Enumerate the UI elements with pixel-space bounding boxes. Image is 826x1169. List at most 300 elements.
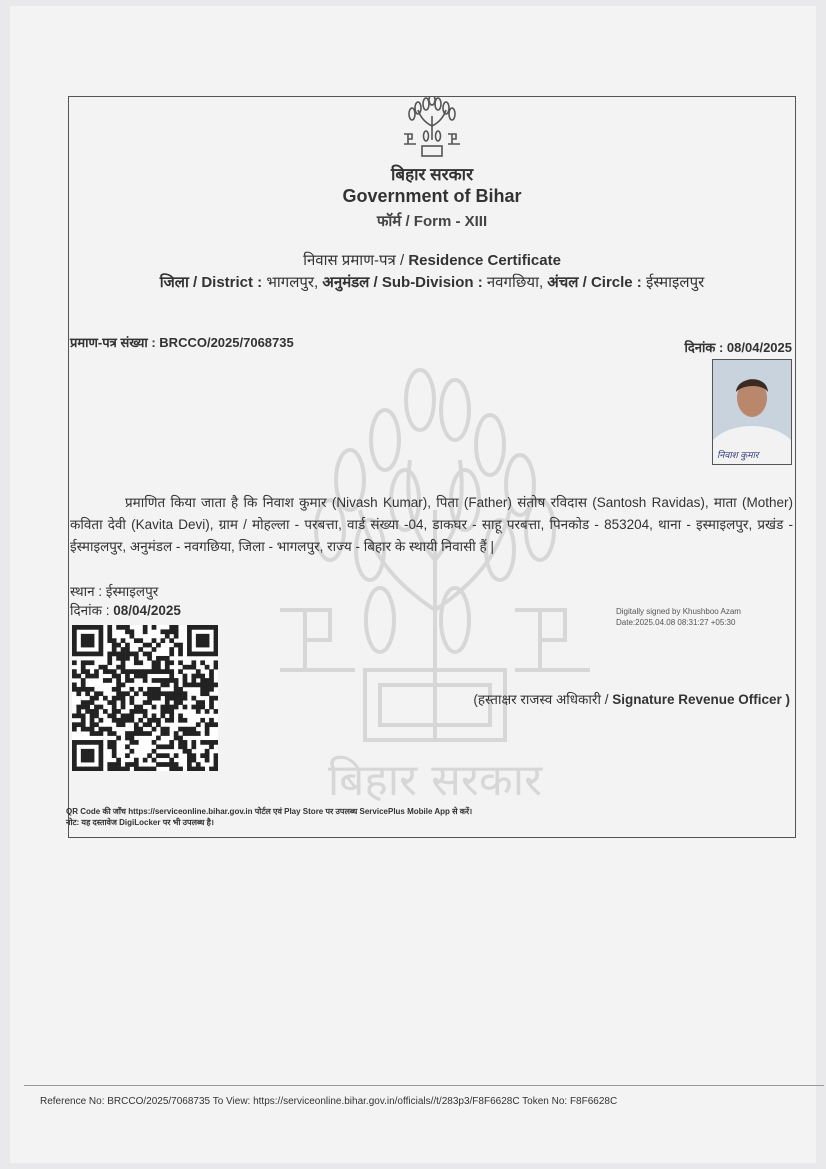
qr-module xyxy=(205,731,210,736)
qr-module xyxy=(200,638,205,643)
qr-module xyxy=(156,744,161,749)
qr-module xyxy=(94,709,99,714)
qr-module xyxy=(183,740,188,745)
qr-module xyxy=(191,705,196,710)
qr-module xyxy=(90,731,95,736)
qr-module xyxy=(81,749,86,754)
qr-module xyxy=(214,740,218,745)
qr-module xyxy=(165,705,170,710)
qr-module xyxy=(169,674,174,679)
qr-module xyxy=(103,709,108,714)
qr-module xyxy=(196,709,201,714)
qr-module xyxy=(165,691,170,696)
qr-module xyxy=(121,665,126,670)
qr-module xyxy=(81,634,86,639)
qr-module xyxy=(178,696,183,701)
qr-module xyxy=(165,718,170,723)
qr-module xyxy=(183,683,188,688)
qr-module xyxy=(200,700,205,705)
qr-module xyxy=(138,687,143,692)
qr-module xyxy=(169,660,174,665)
qr-module xyxy=(90,740,95,745)
qr-module xyxy=(156,696,161,701)
qr-module xyxy=(143,731,148,736)
qr-module xyxy=(214,762,218,767)
qr-module xyxy=(125,647,130,652)
qr-module xyxy=(152,727,157,732)
qr-module xyxy=(72,727,77,732)
qr-module xyxy=(121,713,126,718)
qr-module xyxy=(85,660,90,665)
qr-module xyxy=(90,674,95,679)
qr-module xyxy=(130,749,135,754)
qr-module xyxy=(99,634,104,639)
qr-module xyxy=(112,674,117,679)
qr-module xyxy=(134,638,139,643)
qr-module xyxy=(130,740,135,745)
qr-module xyxy=(90,709,95,714)
qr-module xyxy=(165,727,170,732)
qr-module xyxy=(94,625,99,630)
qr-module xyxy=(134,731,139,736)
bodhi-tree-watermark xyxy=(270,360,600,810)
qr-module xyxy=(209,744,214,749)
applicant-photo xyxy=(712,359,792,465)
qr-module xyxy=(103,727,108,732)
qr-module xyxy=(134,767,139,771)
qr-module xyxy=(156,691,161,696)
place-date-label: दिनांक : xyxy=(70,603,114,618)
qr-module xyxy=(196,634,201,639)
qr-module xyxy=(121,647,126,652)
qr-module xyxy=(107,762,112,767)
qr-module xyxy=(165,660,170,665)
qr-module xyxy=(205,758,210,763)
certificate-number xyxy=(70,333,294,351)
qr-module xyxy=(94,674,99,679)
district-value: भागलपुर, xyxy=(266,274,323,291)
qr-module xyxy=(125,691,130,696)
issue-date-value: 08/04/2025 xyxy=(726,340,792,355)
qr-module xyxy=(116,718,121,723)
qr-module xyxy=(116,762,121,767)
qr-module xyxy=(187,634,192,639)
qr-module xyxy=(121,691,126,696)
qr-module xyxy=(174,629,179,634)
qr-module xyxy=(169,647,174,652)
qr-module xyxy=(130,762,135,767)
qr-module xyxy=(147,700,152,705)
qr-module xyxy=(214,696,218,701)
qr-module xyxy=(147,718,152,723)
qr-module xyxy=(99,647,104,652)
qr-module xyxy=(205,749,210,754)
qr-module xyxy=(99,705,104,710)
qr-module xyxy=(112,731,117,736)
qr-module xyxy=(94,767,99,771)
form-number: फॉर्म / Form - XIII xyxy=(376,213,488,230)
qr-module xyxy=(99,731,104,736)
qr-module xyxy=(191,740,196,745)
qr-module xyxy=(156,718,161,723)
qr-module xyxy=(187,643,192,648)
qr-module xyxy=(116,683,121,688)
qr-module xyxy=(156,722,161,727)
qr-module xyxy=(99,665,104,670)
qr-module xyxy=(94,713,99,718)
qr-module xyxy=(72,744,77,749)
qr-module xyxy=(209,740,214,745)
qr-module xyxy=(160,731,165,736)
qr-module xyxy=(209,700,214,705)
qr-module xyxy=(191,727,196,732)
qr-module xyxy=(130,709,135,714)
qr-module xyxy=(196,722,201,727)
qr-module xyxy=(165,683,170,688)
qr-module xyxy=(72,625,77,630)
qr-module xyxy=(143,691,148,696)
qr-module xyxy=(191,660,196,665)
subdivision-value: नवगछिया, xyxy=(486,274,548,291)
qr-module xyxy=(169,718,174,723)
qr-module xyxy=(81,722,86,727)
qr-module xyxy=(178,669,183,674)
qr-module xyxy=(121,767,126,771)
qr-module xyxy=(121,700,126,705)
qr-module xyxy=(130,634,135,639)
qr-module xyxy=(116,758,121,763)
qr-module xyxy=(214,709,218,714)
qr-module xyxy=(103,696,108,701)
header-english-title: Government of Bihar xyxy=(342,186,522,206)
qr-module xyxy=(160,727,165,732)
qr-module xyxy=(81,660,86,665)
qr-module xyxy=(187,753,192,758)
qr-module xyxy=(156,669,161,674)
qr-module xyxy=(94,740,99,745)
qr-module xyxy=(138,705,143,710)
qr-module xyxy=(174,700,179,705)
digital-signature-line2: Date:2025.04.08 08:31:27 +05:30 xyxy=(616,618,736,627)
signature-label xyxy=(473,690,790,708)
qr-module xyxy=(72,758,77,763)
qr-module xyxy=(165,700,170,705)
qr-module xyxy=(183,749,188,754)
qr-module xyxy=(165,696,170,701)
qr-module xyxy=(191,758,196,763)
qr-module xyxy=(196,643,201,648)
digital-signature-line1: Digitally signed by Khushboo Azam xyxy=(616,607,741,616)
qr-module xyxy=(125,629,130,634)
qr-module xyxy=(90,660,95,665)
qr-module xyxy=(134,722,139,727)
qr-module xyxy=(174,696,179,701)
qr-module xyxy=(130,700,135,705)
qr-module xyxy=(134,740,139,745)
qr-module xyxy=(125,731,130,736)
qr-module xyxy=(165,709,170,714)
qr-module xyxy=(81,727,86,732)
qr-module xyxy=(178,718,183,723)
qr-module xyxy=(107,634,112,639)
qr-module xyxy=(134,762,139,767)
qr-module xyxy=(196,762,201,767)
issue-date xyxy=(685,338,792,356)
qr-module xyxy=(72,767,77,771)
qr-module xyxy=(85,740,90,745)
qr-module xyxy=(90,722,95,727)
qr-module xyxy=(196,700,201,705)
qr-module xyxy=(174,762,179,767)
qr-module xyxy=(116,674,121,679)
qr-module xyxy=(152,691,157,696)
qr-module xyxy=(191,678,196,683)
qr-module xyxy=(81,753,86,758)
certificate-number-value: BRCCO/2025/7068735 xyxy=(159,335,294,350)
qr-module xyxy=(143,629,148,634)
qr-module xyxy=(85,758,90,763)
qr-module xyxy=(125,744,130,749)
certificate-title xyxy=(68,250,796,270)
qr-module xyxy=(72,762,77,767)
qr-module xyxy=(130,731,135,736)
qr-module xyxy=(116,691,121,696)
qr-module xyxy=(116,722,121,727)
qr-module xyxy=(134,669,139,674)
qr-module xyxy=(125,643,130,648)
subdivision-label: अनुमंडल / Sub-Division : xyxy=(322,274,487,291)
qr-module xyxy=(125,625,130,630)
qr-module xyxy=(191,753,196,758)
qr-note-line2: नोट: यह दस्तावेज DigiLocker पर भी उपलब्ध है। xyxy=(66,818,214,827)
qr-module xyxy=(85,709,90,714)
qr-module xyxy=(72,683,77,688)
qr-module xyxy=(214,767,218,771)
qr-module xyxy=(214,638,218,643)
qr-module xyxy=(147,767,152,771)
qr-module xyxy=(205,740,210,745)
qr-module xyxy=(121,705,126,710)
qr-module xyxy=(156,678,161,683)
qr-module xyxy=(191,683,196,688)
qr-module xyxy=(183,718,188,723)
qr-module xyxy=(81,669,86,674)
qr-module xyxy=(205,652,210,657)
qr-module xyxy=(205,638,210,643)
qr-module xyxy=(214,758,218,763)
qr-module xyxy=(76,687,81,692)
qr-module xyxy=(205,727,210,732)
qr-module xyxy=(125,718,130,723)
qr-module xyxy=(214,660,218,665)
qr-module xyxy=(121,669,126,674)
qr-module xyxy=(99,749,104,754)
qr-module xyxy=(200,740,205,745)
qr-module xyxy=(143,674,148,679)
qr-module xyxy=(103,669,108,674)
qr-module xyxy=(85,767,90,771)
qr-module xyxy=(214,643,218,648)
qr-module xyxy=(214,665,218,670)
district-line xyxy=(68,272,796,292)
qr-code[interactable] xyxy=(72,625,218,771)
qr-module xyxy=(94,722,99,727)
qr-module xyxy=(107,656,112,661)
qr-module xyxy=(72,634,77,639)
qr-module xyxy=(99,727,104,732)
qr-module xyxy=(130,713,135,718)
qr-module xyxy=(160,753,165,758)
footer-divider xyxy=(24,1085,824,1086)
qr-module xyxy=(209,705,214,710)
qr-module xyxy=(205,625,210,630)
qr-module xyxy=(107,727,112,732)
qr-module xyxy=(112,713,117,718)
qr-module xyxy=(191,767,196,771)
qr-module xyxy=(200,753,205,758)
qr-module xyxy=(178,700,183,705)
qr-module xyxy=(81,700,86,705)
qr-module xyxy=(125,669,130,674)
qr-module xyxy=(152,740,157,745)
qr-module xyxy=(125,656,130,661)
qr-module xyxy=(200,718,205,723)
qr-module xyxy=(90,687,95,692)
qr-module xyxy=(187,727,192,732)
qr-module xyxy=(165,656,170,661)
qr-module xyxy=(183,674,188,679)
qr-module xyxy=(116,656,121,661)
qr-module xyxy=(174,625,179,630)
qr-module xyxy=(196,705,201,710)
qr-module xyxy=(76,767,81,771)
qr-module xyxy=(174,691,179,696)
qr-module xyxy=(90,652,95,657)
qr-module xyxy=(196,674,201,679)
qr-module xyxy=(125,713,130,718)
qr-module xyxy=(147,696,152,701)
qr-module xyxy=(116,687,121,692)
qr-module xyxy=(152,767,157,771)
qr-module xyxy=(174,753,179,758)
qr-module xyxy=(72,674,77,679)
qr-module xyxy=(178,740,183,745)
qr-module xyxy=(187,629,192,634)
qr-module xyxy=(107,740,112,745)
qr-module xyxy=(165,634,170,639)
qr-module xyxy=(134,652,139,657)
qr-module xyxy=(169,762,174,767)
watermark-text: बिहार सरकार xyxy=(327,755,543,806)
qr-module xyxy=(112,744,117,749)
qr-module xyxy=(209,687,214,692)
qr-module xyxy=(214,629,218,634)
qr-module xyxy=(107,660,112,665)
qr-module xyxy=(169,696,174,701)
qr-module xyxy=(143,678,148,683)
qr-module xyxy=(187,665,192,670)
qr-module xyxy=(76,652,81,657)
qr-module xyxy=(85,669,90,674)
qr-module xyxy=(183,731,188,736)
qr-module xyxy=(187,758,192,763)
qr-module xyxy=(169,691,174,696)
qr-module xyxy=(152,665,157,670)
qr-module xyxy=(205,691,210,696)
qr-note-line1: QR Code की जाँच https://serviceonline.bihar.gov.in पोर्टल एवं Play Store पर उपलब्ध ServicePlus Mobile App से करें। xyxy=(66,807,473,816)
qr-module xyxy=(116,709,121,714)
qr-module xyxy=(90,753,95,758)
qr-module xyxy=(90,638,95,643)
qr-module xyxy=(121,660,126,665)
qr-module xyxy=(209,722,214,727)
qr-module xyxy=(90,758,95,763)
qr-module xyxy=(85,687,90,692)
qr-module xyxy=(169,758,174,763)
qr-module xyxy=(214,683,218,688)
qr-module xyxy=(165,629,170,634)
qr-module xyxy=(147,691,152,696)
qr-module xyxy=(205,643,210,648)
qr-module xyxy=(152,696,157,701)
qr-module xyxy=(85,643,90,648)
qr-module xyxy=(178,687,183,692)
qr-module xyxy=(205,665,210,670)
qr-module xyxy=(72,687,77,692)
qr-module xyxy=(174,767,179,771)
qr-module xyxy=(116,678,121,683)
qr-module xyxy=(174,634,179,639)
qr-module xyxy=(112,749,117,754)
qr-module xyxy=(134,758,139,763)
qr-module xyxy=(143,767,148,771)
qr-module xyxy=(147,643,152,648)
qr-module xyxy=(178,660,183,665)
qr-module xyxy=(138,727,143,732)
qr-module xyxy=(165,669,170,674)
qr-module xyxy=(174,731,179,736)
qr-module xyxy=(178,744,183,749)
bihar-emblem-icon xyxy=(398,96,466,160)
qr-module xyxy=(205,634,210,639)
place-value: ईस्माइलपुर xyxy=(105,584,159,599)
qr-module xyxy=(81,718,86,723)
qr-module xyxy=(103,678,108,683)
qr-module xyxy=(160,705,165,710)
certificate-number-label: प्रमाण-पत्र संख्या : xyxy=(70,335,160,350)
qr-module xyxy=(196,625,201,630)
qr-module xyxy=(116,665,121,670)
qr-module xyxy=(134,709,139,714)
qr-module xyxy=(112,638,117,643)
qr-module xyxy=(187,683,192,688)
qr-module xyxy=(156,687,161,692)
qr-module xyxy=(147,753,152,758)
qr-module xyxy=(90,718,95,723)
qr-module xyxy=(116,643,121,648)
place-date xyxy=(70,601,181,619)
qr-module xyxy=(130,678,135,683)
qr-module xyxy=(112,705,117,710)
qr-module xyxy=(169,705,174,710)
qr-module xyxy=(152,625,157,630)
qr-module xyxy=(90,643,95,648)
qr-module xyxy=(81,625,86,630)
qr-module xyxy=(99,740,104,745)
qr-module xyxy=(209,652,214,657)
qr-module xyxy=(196,767,201,771)
qr-module xyxy=(134,727,139,732)
